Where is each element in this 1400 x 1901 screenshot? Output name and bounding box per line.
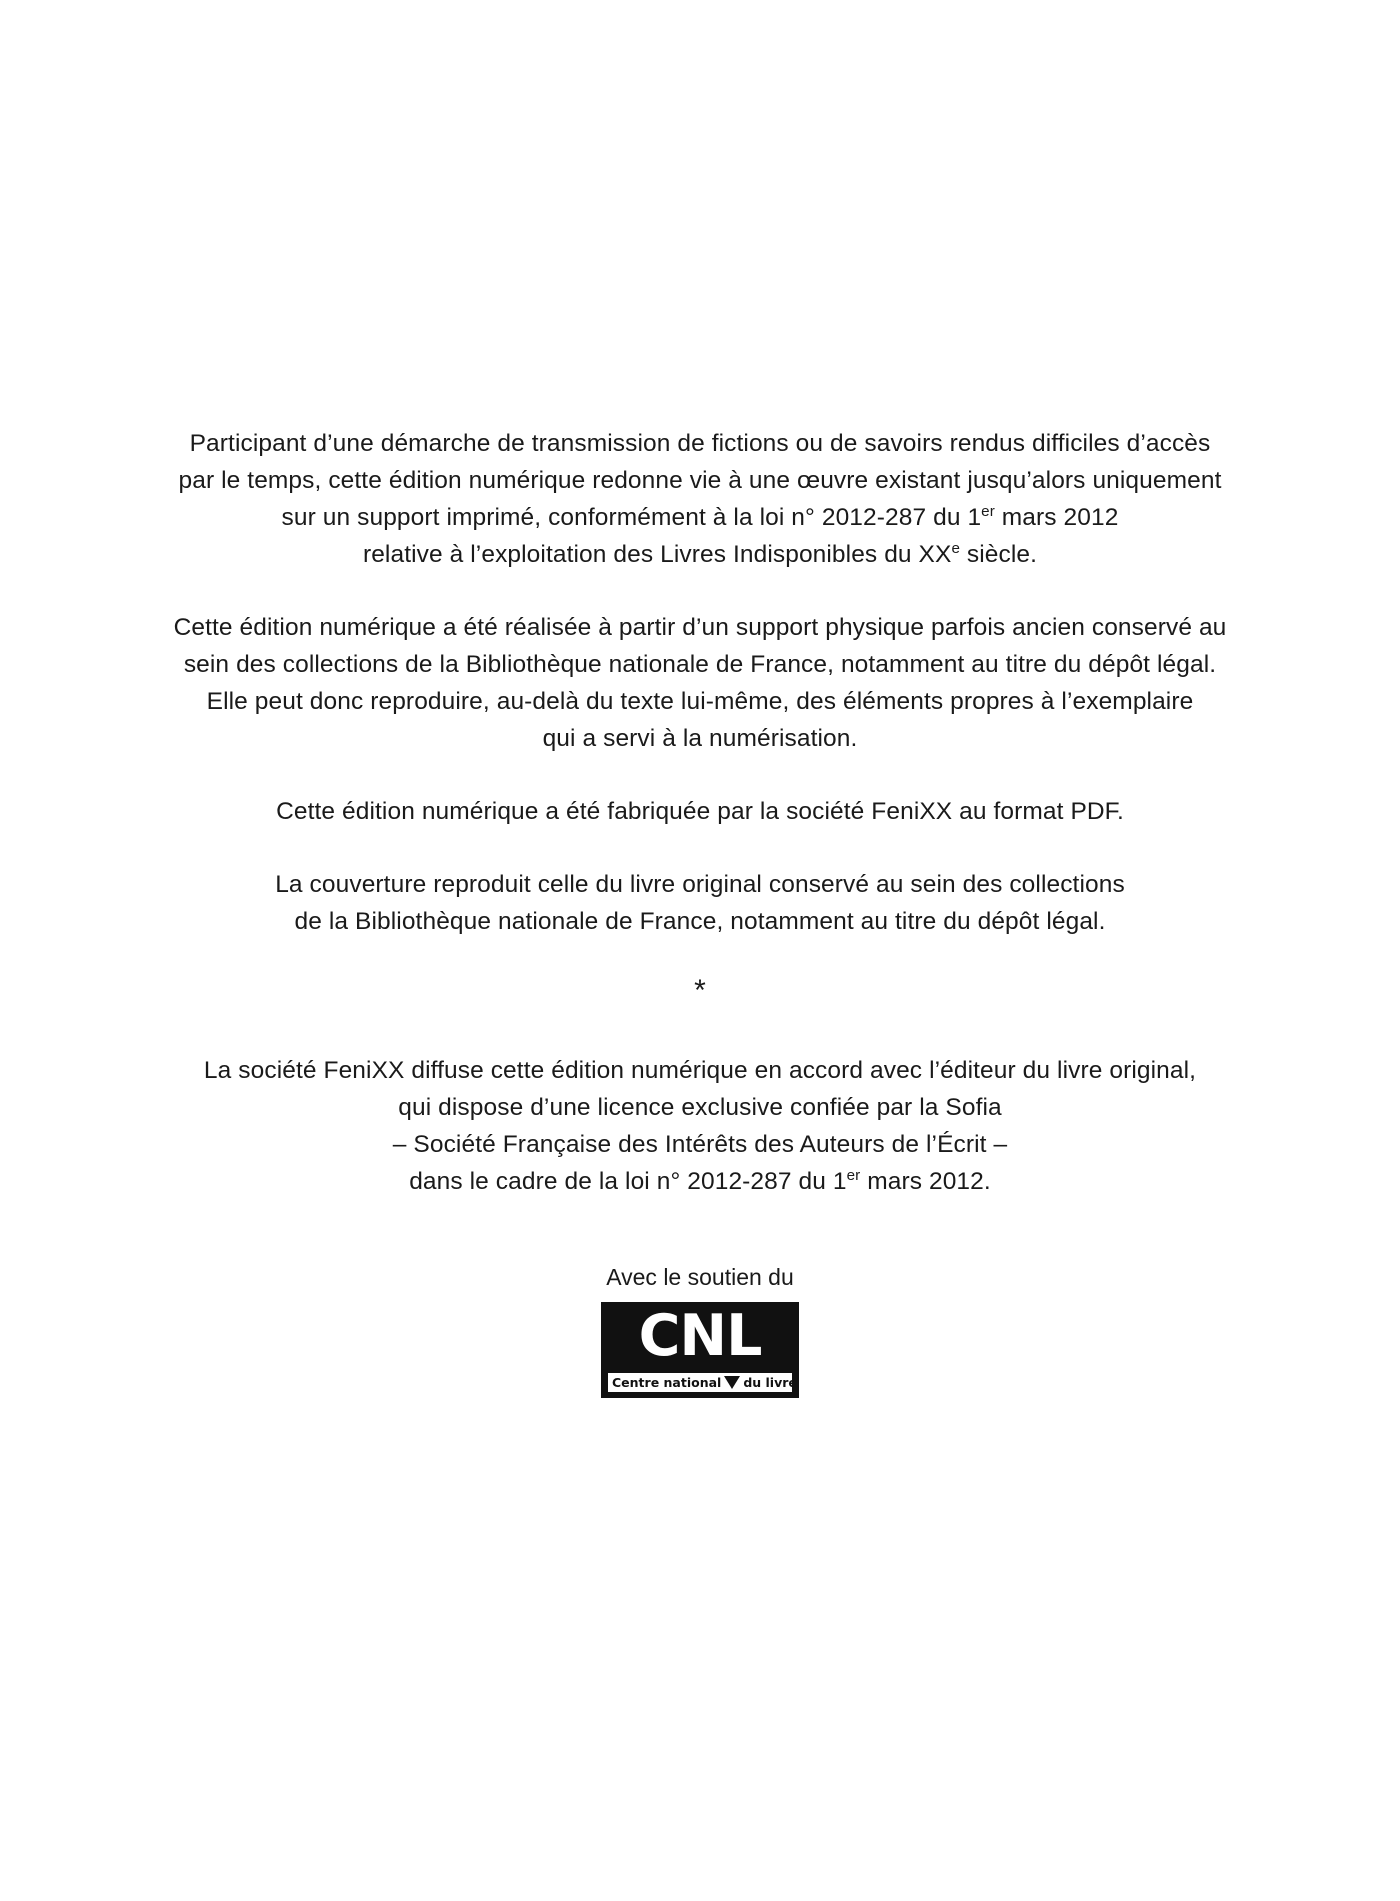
- cnl-logo-letters: CNL: [638, 1303, 762, 1369]
- support-block: [120, 1262, 1280, 1398]
- legal-notice-content: [120, 425, 1280, 1398]
- paragraph-diffusion-line-2: qui dispose d’une licence exclusive confiée par la Sofia: [398, 1094, 1002, 1121]
- paragraph-diffusion-line-4: dans le cadre de la loi n° 2012-287 du 1er mars 2012.: [409, 1166, 991, 1195]
- paragraph-source-line-2: sein des collections de la Bibliothèque nationale de France, notamment au titre du dépôt légal.: [183, 651, 1217, 678]
- paragraph-format-line-1: Cette édition numérique a été fabriquée par la société FeniXX au format PDF.: [276, 798, 1124, 825]
- support-label: Avec le soutien du: [606, 1264, 794, 1290]
- cnl-tagline-left: Centre national: [612, 1375, 722, 1390]
- paragraph-intro-line-1: Participant d’une démarche de transmission de fictions ou de savoirs rendus difficiles d’accès: [189, 430, 1211, 457]
- paragraph-source-line-4: qui a servi à la numérisation.: [542, 725, 858, 752]
- paragraph-intro-line-3: sur un support imprimé, conformément à la loi n° 2012-287 du 1er mars 2012: [281, 502, 1119, 531]
- paragraph-diffusion-line-1: La société FeniXX diffuse cette édition numérique en accord avec l’éditeur du livre original,: [203, 1057, 1197, 1084]
- cnl-tagline-right: du livre: [743, 1375, 797, 1390]
- paragraph-intro: [120, 425, 1280, 573]
- paragraph-couverture: [120, 866, 1280, 940]
- paragraph-source-line-3: Elle peut donc reproduire, au-delà du texte lui-même, des éléments propres à l’exemplaire: [206, 688, 1194, 715]
- paragraph-diffusion: [120, 1052, 1280, 1200]
- paragraph-intro-line-2: par le temps, cette édition numérique redonne vie à une œuvre existant jusqu’alors uniquement: [178, 467, 1222, 494]
- paragraph-intro-line-4: relative à l’exploitation des Livres Indisponibles du XXe siècle.: [362, 539, 1038, 568]
- paragraph-source-line-1: Cette édition numérique a été réalisée à partir d’un support physique parfois ancien conservé au: [173, 614, 1227, 641]
- paragraph-source: [120, 609, 1280, 757]
- cnl-logo: [601, 1302, 799, 1398]
- section-separator-asterisk: *: [694, 974, 706, 1007]
- paragraph-diffusion-line-3: – Société Française des Intérêts des Auteurs de l’Écrit –: [392, 1131, 1008, 1158]
- paragraph-couverture-line-1: La couverture reproduit celle du livre original conservé au sein des collections: [275, 871, 1125, 898]
- cnl-triangle-icon: [724, 1376, 740, 1389]
- paragraph-couverture-line-2: de la Bibliothèque nationale de France, notamment au titre du dépôt légal.: [294, 908, 1106, 935]
- paragraph-format: [120, 793, 1280, 830]
- cnl-logo-tagline: [608, 1373, 797, 1392]
